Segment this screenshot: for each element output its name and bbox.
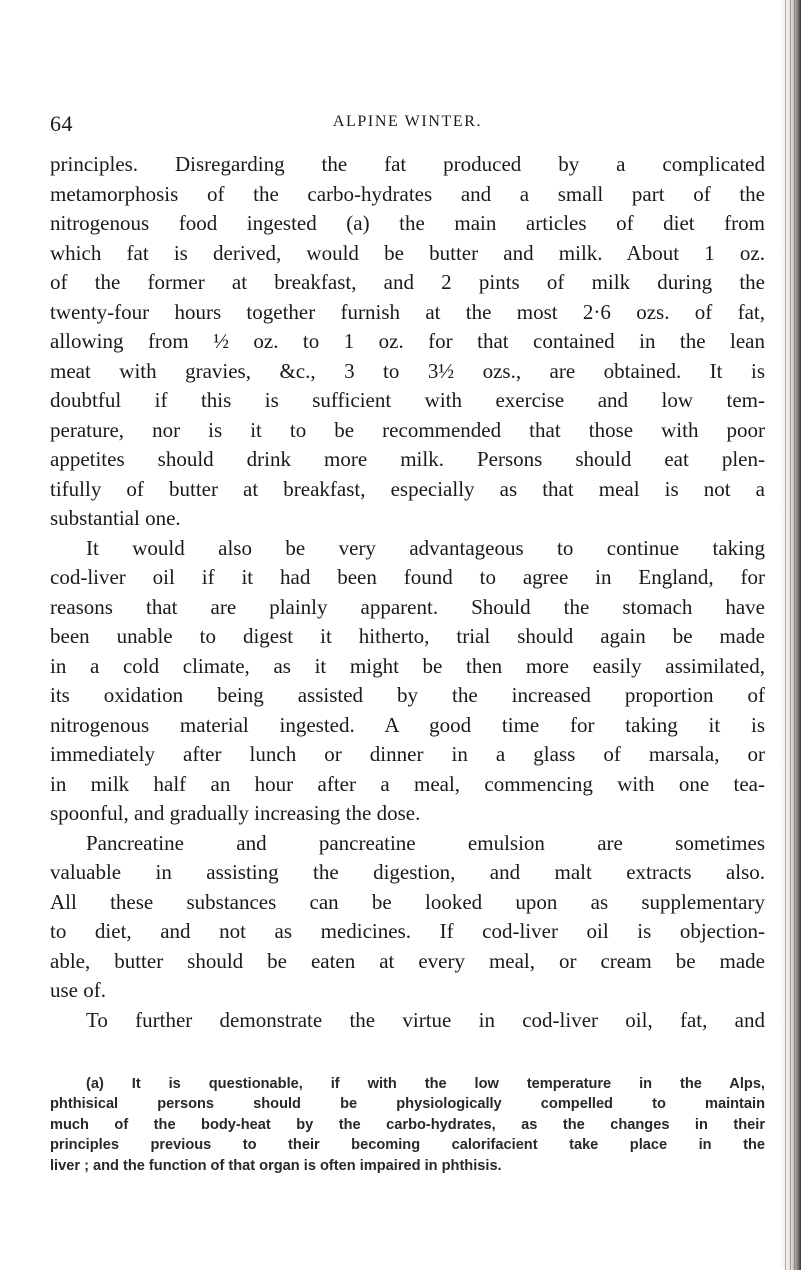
- page-number: 64: [50, 111, 73, 136]
- text-line: appetites should drink more milk. Persons should eat plen-: [50, 447, 765, 471]
- text-line: nitrogenous material ingested. A good time for taking it is: [50, 712, 765, 737]
- edge-line: [794, 0, 795, 1270]
- text-line: valuable in assisting the digestion, and malt extracts also.: [50, 860, 765, 884]
- text-line: able, butter should be eaten at every meal, or cream be made: [50, 948, 765, 973]
- text-line: doubtful if this is sufficient with exercise and low tem-: [50, 388, 765, 412]
- paragraph-start-line: It would also be very advantageous to continue taking: [86, 535, 765, 560]
- body-text: [50, 150, 765, 1035]
- text-line: nitrogenous food ingested (a) the main articles of diet from: [50, 211, 765, 235]
- page-binding-edge: [779, 0, 801, 1270]
- paragraph-start-line: Pancreatine and pancreatine emulsion are sometimes: [86, 830, 765, 855]
- running-head: ALPINE WINTER.: [332, 113, 483, 130]
- text-line: metamorphosis of the carbo-hydrates and a small part of the: [50, 181, 765, 206]
- paragraph-start-line: To further demonstrate the virtue in cod-liver oil, fat, and: [86, 1007, 765, 1032]
- edge-line: [790, 0, 791, 1270]
- footnote-line: (a) It is questionable, if with the low temperature in the Alps,: [86, 1076, 765, 1092]
- text-line: spoonful, and gradually increasing the dose.: [50, 801, 421, 825]
- footnote-line: phthisical persons should be physiologically compelled to maintain: [50, 1096, 765, 1113]
- text-line: in a cold climate, as it might be then more easily assimilated,: [50, 653, 765, 678]
- footnote-line: principles previous to their becoming calorifacient take place in the: [50, 1137, 765, 1154]
- text-line: to diet, and not as medicines. If cod-liver oil is objection-: [50, 919, 765, 943]
- text-line: its oxidation being assisted by the increased proportion of: [50, 683, 765, 707]
- text-line: which fat is derived, would be butter and milk. About 1 oz.: [50, 240, 765, 265]
- edge-line: [785, 0, 786, 1270]
- text-line: All these substances can be looked upon as supplementary: [50, 889, 765, 914]
- text-line: been unable to digest it hitherto, trial should again be made: [50, 624, 765, 648]
- text-line: use of.: [50, 978, 106, 1002]
- text-line: of the former at breakfast, and 2 pints of milk during the: [50, 270, 765, 294]
- text-line: in milk half an hour after a meal, commencing with one tea-: [50, 771, 765, 796]
- text-line: twenty-four hours together furnish at the most 2·6 ozs. of fat,: [50, 299, 765, 324]
- text-line: immediately after lunch or dinner in a glass of marsala, or: [50, 742, 765, 766]
- footnote-line: much of the body-heat by the carbo-hydrates, as the changes in their: [50, 1116, 765, 1133]
- text-line: meat with gravies, &c., 3 to 3½ ozs., are obtained. It is: [50, 358, 765, 383]
- text-line: perature, nor is it to be recommended that those with poor: [50, 417, 765, 442]
- text-line: allowing from ½ oz. to 1 oz. for that contained in the lean: [50, 329, 765, 353]
- text-line: tifully of butter at breakfast, especially as that meal is not a: [50, 476, 765, 501]
- text-line: principles. Disregarding the fat produced by a complicated: [50, 152, 765, 176]
- page-header: [50, 111, 765, 137]
- footnote: [50, 1074, 765, 1176]
- text-line: substantial one.: [50, 506, 181, 530]
- footnote-line: liver ; and the function of that organ is often impaired in phthisis.: [50, 1157, 502, 1174]
- text-line: cod-liver oil if it had been found to agree in England, for: [50, 565, 765, 589]
- text-line: reasons that are plainly apparent. Should the stomach have: [50, 594, 765, 619]
